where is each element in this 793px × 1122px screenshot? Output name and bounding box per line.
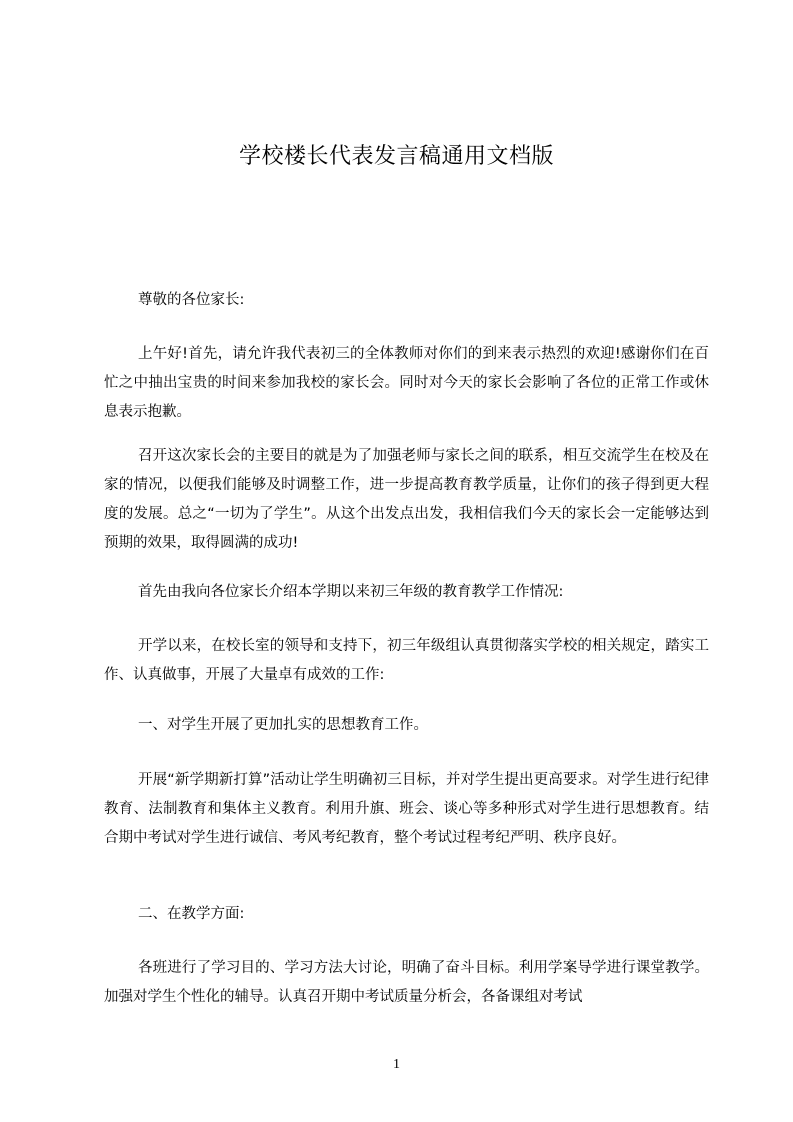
document-title: 学校楼长代表发言稿通用文档版 bbox=[238, 144, 554, 169]
paragraph-purpose: 召开这次家长会的主要目的就是为了加强老师与家长之间的联系，相互交流学生在校及在家的情况，以便我们能够及时调整工作，进一步提高教育教学质量，让你们的孩子得到更大程度的发展。总之“一切为了学生”。从这个出发点出发，我相信我们今天的家长会一定能够达到预期的效果，取得圆满的成功! bbox=[104, 448, 709, 551]
paragraph-work-overview: 开学以来，在校长室的领导和支持下，初三年级组认真贯彻落实学校的相关规定，踏实工作、认真做事，开展了大量卓有成效的工作: bbox=[104, 638, 709, 683]
paragraph-moral-education: 开展“新学期新打算”活动让学生明确初三目标，并对学生提出更高要求。对学生进行纪律教育、法制教育和集体主义教育。利用升旗、班会、谈心等多种形式对学生进行思想教育。结合期中考试对学生进行诚信、考风考纪教育，整个考试过程考纪严明、秩序良好。 bbox=[104, 772, 709, 846]
paragraph-teaching: 各班进行了学习目的、学习方法大讨论，明确了奋斗目标。利用学案导学进行课堂教学。加强对学生个性化的辅导。认真召开期中考试质量分析会，各备课组对考试 bbox=[104, 960, 709, 1005]
paragraph-greeting: 上午好!首先，请允许我代表初三的全体教师对你们的到来表示热烈的欢迎!感谢你们在百忙之中抽出宝贵的时间来参加我校的家长会。同时对今天的家长会影响了各位的正常工作或休息表示抱歉。 bbox=[104, 346, 709, 420]
section-heading-teaching: 二、在教学方面: bbox=[138, 906, 245, 922]
paragraph-salutation: 尊敬的各位家长: bbox=[138, 292, 245, 308]
section-heading-moral-education: 一、对学生开展了更加扎实的思想教育工作。 bbox=[138, 717, 428, 733]
paragraph-intro: 首先由我向各位家长介绍本学期以来初三年级的教育教学工作情况: bbox=[138, 584, 564, 600]
page-number: 1 bbox=[393, 1057, 400, 1072]
